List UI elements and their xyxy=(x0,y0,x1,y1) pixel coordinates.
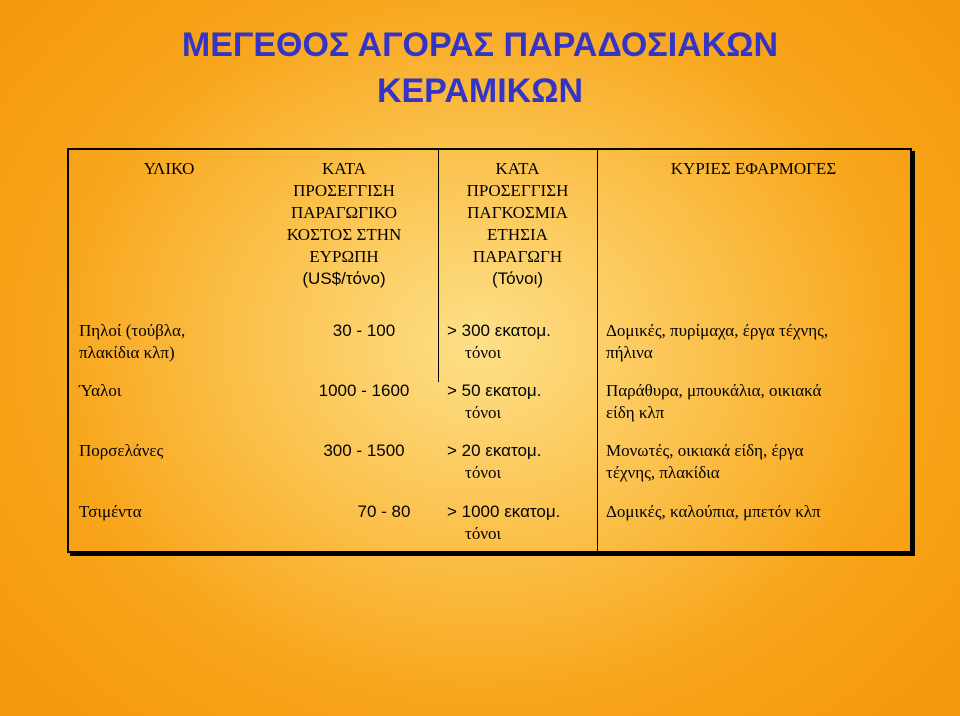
row-4-production: > 1000 εκατομ. τόνοι xyxy=(447,502,561,543)
header-material: ΥΛΙΚΟ xyxy=(143,159,195,178)
row-2-applications: Παράθυρα, μπουκάλια, οικιακά είδη κλπ xyxy=(606,381,822,422)
row-1-cost: 30 - 100 xyxy=(332,321,396,340)
row-3-applications: Μονωτές, οικιακά είδη, έργα τέχνης, πλακίδια xyxy=(606,441,804,482)
row-1-production: > 300 εκατομ. τόνοι xyxy=(447,321,551,362)
row-1-applications: Δομικές, πυρίμαχα, έργα τέχνης, πήλινα xyxy=(606,321,829,362)
page-title xyxy=(0,22,960,114)
row-4-cost: 70 - 80 xyxy=(357,502,411,521)
header-applications: ΚΥΡΙΕΣ ΕΦΑΡΜΟΓΕΣ xyxy=(670,159,837,178)
row-2-cost: 1000 - 1600 xyxy=(318,381,410,400)
row-4-applications: Δομικές, καλούπια, μπετόν κλπ xyxy=(606,502,821,521)
title-line-2: ΚΕΡΑΜΙΚΩΝ xyxy=(376,72,584,110)
column-divider-2 xyxy=(597,150,598,551)
row-1-material: Πηλοί (τούβλα, πλακίδια κλπ) xyxy=(79,321,186,362)
row-3-cost: 300 - 1500 xyxy=(323,441,405,460)
market-size-table xyxy=(67,148,912,553)
row-3-production: > 20 εκατομ. τόνοι xyxy=(447,441,542,482)
row-2-production: > 50 εκατομ. τόνοι xyxy=(447,381,542,422)
title-line-1: ΜΕΓΕΘΟΣ ΑΓΟΡΑΣ ΠΑΡΑΔΟΣΙΑΚΩΝ xyxy=(181,26,779,64)
row-3-material: Πορσελάνες xyxy=(79,441,164,460)
header-production: ΚΑΤΑ ΠΡΟΣΕΓΓΙΣΗ ΠΑΓΚΟΣΜΙΑ ΕΤΗΣΙΑ ΠΑΡΑΓΩΓΗ (Τόνοι) xyxy=(466,159,569,288)
row-2-material: Ύαλοι xyxy=(79,381,122,400)
header-cost: ΚΑΤΑ ΠΡΟΣΕΓΓΙΣΗ ΠΑΡΑΓΩΓΙΚΟ ΚΟΣΤΟΣ ΣΤΗΝ ΕΥΡΩΠΗ (US$/τόνο) xyxy=(286,159,402,288)
row-4-material: Τσιμέντα xyxy=(79,502,142,521)
